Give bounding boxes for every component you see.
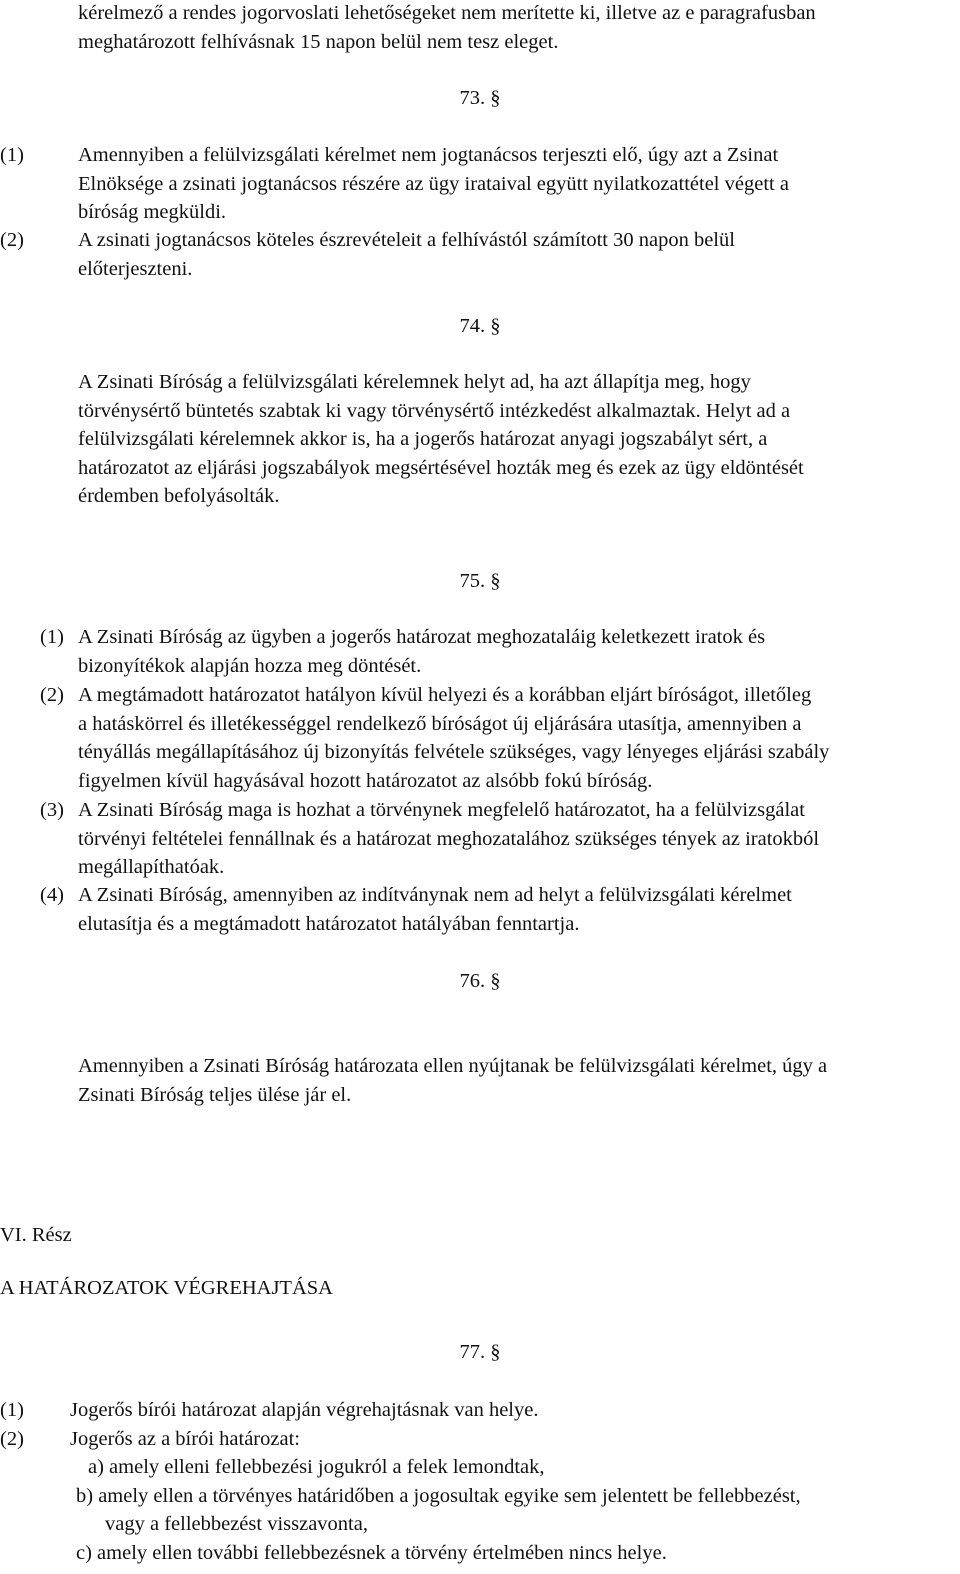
text-line: bíróság megküldi. xyxy=(78,201,227,224)
sub-item-b-continued: vagy a fellebbezést visszavonta, xyxy=(105,1513,368,1535)
text-line: törvénysértő büntetés szabtak ki vagy törvénysértő intézkedést alkalmaztak. Helyt ad a xyxy=(78,399,791,422)
item-text xyxy=(78,881,792,938)
text-line: meghatározott felhívásnak 15 napon belül nem tesz eleget. xyxy=(78,30,559,53)
item-text xyxy=(78,681,829,795)
item-number: (2) xyxy=(40,684,64,706)
text-line: előterjeszteni. xyxy=(78,257,193,280)
text-line: A Zsinati Bíróság a felülvizsgálati kérelemnek helyt ad, ha azt állapítja meg, hogy xyxy=(78,371,751,393)
text-line: felülvizsgálati kérelemnek akkor is, ha a jogerős határozat anyagi jogszabályt sért, a xyxy=(78,428,768,451)
text-line: a hatáskörrel és illetékességgel rendelkező bíróságot új eljárására utasítja, amennyiben a xyxy=(78,712,802,735)
text-line: megállapíthatóak. xyxy=(78,856,225,879)
section-heading-77: 77. § xyxy=(459,1341,501,1363)
intro-paragraph xyxy=(78,0,816,56)
section-heading-76: 76. § xyxy=(459,970,501,992)
part-title: A HATÁROZATOK VÉGREHAJTÁSA xyxy=(0,1277,333,1299)
item-number: (1) xyxy=(0,1399,24,1421)
section-heading-75: 75. § xyxy=(459,570,501,592)
section-74-paragraph xyxy=(78,368,804,511)
text-line: A zsinati jogtanácsos köteles észrevételeit a felhívástól számított 30 napon belül xyxy=(78,229,735,251)
text-line: Jogerős bírói határozat alapján végrehajtásnak van helye. xyxy=(70,1399,539,1421)
sub-item-a: a) amely elleni fellebbezési jogukról a felek lemondtak, xyxy=(88,1456,545,1478)
item-text xyxy=(78,226,735,283)
text-line: elutasítja és a megtámadott határozatot hatályában fenntartja. xyxy=(78,912,580,935)
text-line: Amennyiben a felülvizsgálati kérelmet nem jogtanácsos terjeszti elő, úgy azt a Zsinat xyxy=(78,144,779,166)
text-line: törvényi feltételei fennállnak és a határozat meghozatalához szükséges tények az iratokból xyxy=(78,827,820,850)
text-line: érdemben befolyásolták. xyxy=(78,485,280,508)
part-label: VI. Rész xyxy=(0,1224,72,1246)
text-line: Amennyiben a Zsinati Bíróság határozata ellen nyújtanak be felülvizsgálati kérelmet, úgy a xyxy=(78,1055,828,1077)
text-line: Zsinati Bíróság teljes ülése jár el. xyxy=(78,1083,352,1106)
text-line: kérelmező a rendes jogorvoslati lehetőségeket nem merítette ki, illetve az e paragrafusban xyxy=(78,2,816,24)
text-line: A Zsinati Bíróság az ügyben a jogerős határozat meghozataláig keletkezett iratok és xyxy=(78,626,766,648)
text-line: Jogerős az a bírói határozat: xyxy=(70,1428,300,1450)
text-line: A Zsinati Bíróság, amennyiben az indítványnak nem ad helyt a felülvizsgálati kérelmet xyxy=(78,884,792,906)
text-line: bizonyítékok alapján hozza meg döntését. xyxy=(78,654,422,677)
item-number: (3) xyxy=(40,799,64,821)
item-number: (1) xyxy=(0,144,24,166)
item-text xyxy=(78,141,789,227)
item-text xyxy=(78,796,819,882)
text-line: figyelmen kívül hagyásával hozott határozatot az alsóbb fokú bíróság. xyxy=(78,769,653,792)
section-heading-73: 73. § xyxy=(459,87,501,109)
text-line: A Zsinati Bíróság maga is hozhat a törvénynek megfelelő határozatot, ha a felülvizsgálat xyxy=(78,799,805,821)
sub-item-c: c) amely ellen további fellebbezésnek a törvény értelmében nincs helye. xyxy=(76,1542,667,1564)
text-line: határozatot az eljárási jogszabályok megsértésével hozták meg és ezek az ügy eldöntését xyxy=(78,456,804,479)
item-text xyxy=(70,1396,538,1425)
item-number: (2) xyxy=(0,229,24,251)
item-text xyxy=(78,623,765,680)
item-text xyxy=(70,1425,300,1454)
text-line: Elnöksége a zsinati jogtanácsos részére az ügy irataival együtt nyilatkozattétel végett a xyxy=(78,172,789,195)
section-heading-74: 74. § xyxy=(459,315,501,337)
text-line: tényállás megállapításához új bizonyítás felvétele szükséges, vagy lényeges eljárási szabály xyxy=(78,741,830,764)
text-line: A megtámadott határozatot hatályon kívül helyezi és a korábban eljárt bíróságot, illetőleg xyxy=(78,684,812,706)
item-number: (1) xyxy=(40,626,64,648)
section-76-paragraph xyxy=(78,1052,827,1109)
item-number: (2) xyxy=(0,1428,24,1450)
sub-item-b: b) amely ellen a törvényes határidőben a jogosultak egyike sem jelentett be fellebbezést, xyxy=(76,1485,801,1507)
item-number: (4) xyxy=(40,884,64,906)
